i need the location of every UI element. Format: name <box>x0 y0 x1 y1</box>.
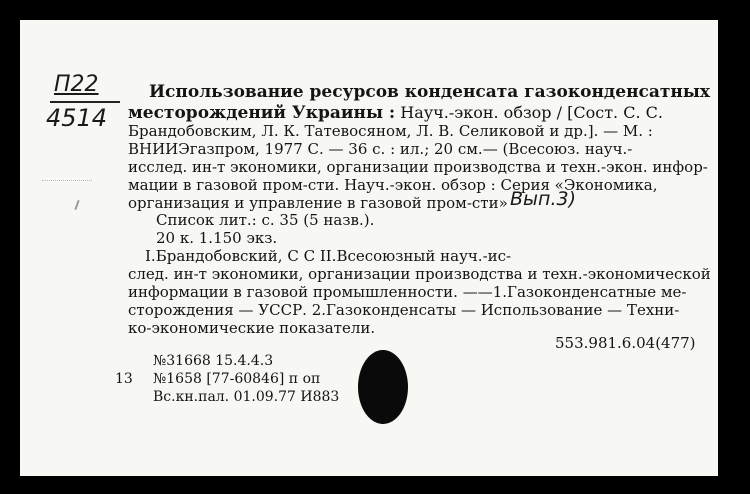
tracing-line: ко-экономические показатели. <box>128 319 376 337</box>
handwritten-issue-note: Вып.3) <box>510 188 576 210</box>
registry-number: №1658 [77-60846] п оп <box>153 371 321 387</box>
description-line: организация и управление в газовой пром-сти» <box>128 194 508 212</box>
bibliography-note: Список лит.: с. 35 (5 назв.). <box>156 211 375 229</box>
registry-prefix: 13 <box>115 371 133 387</box>
tracing-line: след. ин-т экономики, организации производства и техн.-экономической <box>128 265 711 283</box>
title-statement-part: Науч.-экон. обзор / [Сост. С. С. <box>395 103 663 122</box>
signed-to-print: Вс.кн.пал. 01.09.77 И883 <box>153 389 340 405</box>
title-line-1: Использование ресурсов конденсата газоконденсатных <box>149 82 711 102</box>
price-print-run: 20 к. 1.150 экз. <box>156 229 278 247</box>
description-line: Брандобовским, Л. К. Татевосяном, Л. В. Селиковой и др.]. — М. : <box>128 122 653 140</box>
tracing-line: информации в газовой промышленности. ——1.Газоконденсатные ме- <box>128 283 687 301</box>
tracing-line: сторождения — УССР. 2.Газоконденсаты — Использование — Техни- <box>128 301 680 319</box>
description-line: исслед. ин-т экономики, организации производства и техн.-экон. инфор- <box>128 158 708 176</box>
title-line-2 <box>128 105 663 122</box>
shelf-code-top: П22 <box>54 72 99 97</box>
shelf-code-bottom: 4514 <box>46 104 108 132</box>
catalog-card <box>20 20 718 476</box>
tracing-line: I.Брандобовский, С С II.Всесоюзный науч.-ис- <box>145 247 512 265</box>
ink-blot <box>358 350 408 424</box>
udc-number: 553.981.6.04(477) <box>555 334 696 352</box>
title-bold-part: месторождений Украины : <box>128 103 396 123</box>
description-line: мации в газовой пром-сти. Науч.-экон. обзор : Серия «Экономика, <box>128 176 658 194</box>
description-line: ВНИИЭгазпром, 1977 С. — 36 с. : ил.; 20 см.— (Всесоюз. науч.- <box>128 140 633 158</box>
faint-mark <box>74 200 79 210</box>
control-number: №31668 15.4.4.3 <box>153 353 274 369</box>
faint-mark <box>42 180 92 189</box>
shelf-code-divider <box>50 101 120 103</box>
